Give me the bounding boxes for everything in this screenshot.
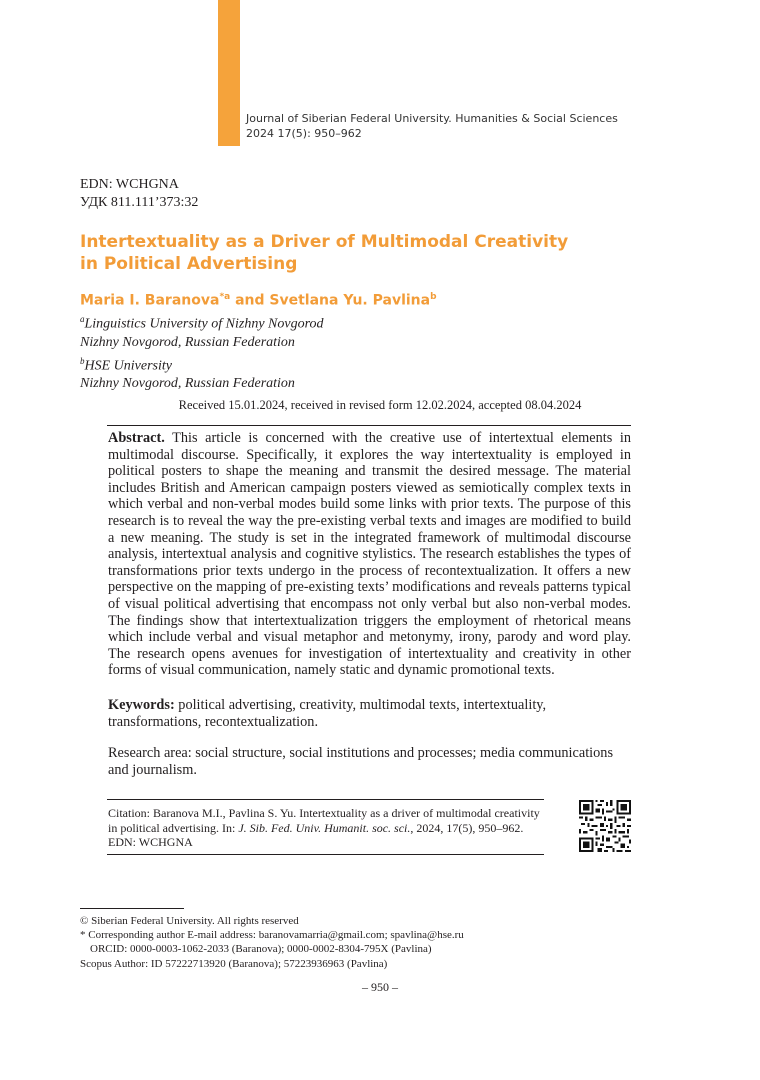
abstract-top-rule [107,425,631,426]
footnote-rule [80,908,184,909]
abstract-text: This article is concerned with the creative use of intertextual elements in multimodal discourse. Specifically, it explores the way intertextuality is employed in political posters to shape the meaning and transmit the desired message. The material includes British and American campaign posters viewed as semiotically complex texts in which verbal and non-verbal modes build some links with prior texts. The purpose of this research is to reveal the way the pre-existing verbal texts and images are modified to build a new meaning. The study is set in the integrated framework of multimodal discourse analysis, intertextual analysis and cognitive stylistics. The research establishes the types of transformations prior texts undergo in the process of recontextualization. It offers a new perspective on the mapping of pre-existing texts’ modifications and reveals patterns typical of visual political advertising that encompass not only verbal but also non-verbal modes. The findings show that intertextualization triggers the employment of rhetorical means which include verbal and visual metaphor and metonymy, irony, parody and word play. The research opens avenues for investigation of intertextuality and creativity in other forms of visual communication, namely static and dynamic promotional texts. [108,430,631,679]
affil-b-sup: b [80,355,85,366]
received-dates: Received 15.01.2024, received in revised form 12.02.2024, accepted 08.04.2024 [178,398,582,412]
affiliations [80,310,324,393]
keywords [108,697,631,730]
citation-journal: J. Sib. Fed. Univ. Humanit. soc. sci. [238,820,411,835]
author-2-sup: b [430,292,437,302]
keywords-label: Keywords: [108,697,175,713]
citation-top-rule [107,799,544,800]
affil-b-name: HSE University [84,358,172,374]
author-2: Svetlana Yu. Pavlina [269,292,431,309]
article-title [80,231,640,275]
citation-edn: EDN: WCHGNA [108,835,193,850]
affil-a-name: Linguistics University of Nizhny Novgorod [84,316,324,332]
authors [80,292,437,309]
author-conjunction: and [230,292,270,309]
article-ids [80,176,198,212]
citation-bottom-rule [107,854,544,855]
header-accent-bar [218,0,240,146]
footnotes [80,914,464,971]
title-line-1: Intertextuality as a Driver of Multimodal Creativity [80,232,569,252]
citation-prefix: Citation: Baranova M.I., Pavlina S. Yu. Intertextuality as a driver of multimodal creativity in political advertising. In: [108,806,540,835]
corresponding-author-note: * Corresponding author E-mail address: baranovamarria@gmail.com; spavlina@hse.ru [80,929,464,942]
copyright-note: © Siberian Federal University. All rights reserved [80,915,299,927]
orcid-note: ORCID: 0000-0003-1062-2033 (Baranova); 0000-0002-8304-795X (Pavlina) [90,943,432,956]
keywords-text: political advertising, creativity, multimodal texts, intertextuality, transformations, recontextualization. [108,697,547,730]
qr-code-icon [579,800,631,852]
udk-id: УДК 811.111’373:32 [80,195,199,210]
journal-title: Journal of Siberian Federal University. Humanities & Social Sciences [246,112,618,125]
journal-header [246,111,618,141]
journal-issue: 2024 17(5): 950–962 [246,127,362,140]
title-line-2: in Political Advertising [80,254,298,274]
author-1-sup: *a [219,292,231,302]
abstract [108,430,631,679]
citation [108,806,548,850]
affil-b-location: Nizhny Novgorod, Russian Federation [80,376,295,392]
research-area: Research area: social structure, social institutions and processes; media communications and journalism. [108,745,614,778]
page-number: – 950 – [362,980,398,994]
abstract-label: Abstract. [108,430,165,446]
citation-suffix: , 2024, 17(5), 950–962. [410,820,524,835]
edn-id: EDN: WCHGNA [80,177,179,192]
affil-a-sup: a [80,314,85,324]
scopus-note: Scopus Author: ID 57222713920 (Baranova); 57223936963 (Pavlina) [80,957,388,970]
author-1: Maria I. Baranova [80,292,220,309]
affil-a-location: Nizhny Novgorod, Russian Federation [80,334,295,350]
